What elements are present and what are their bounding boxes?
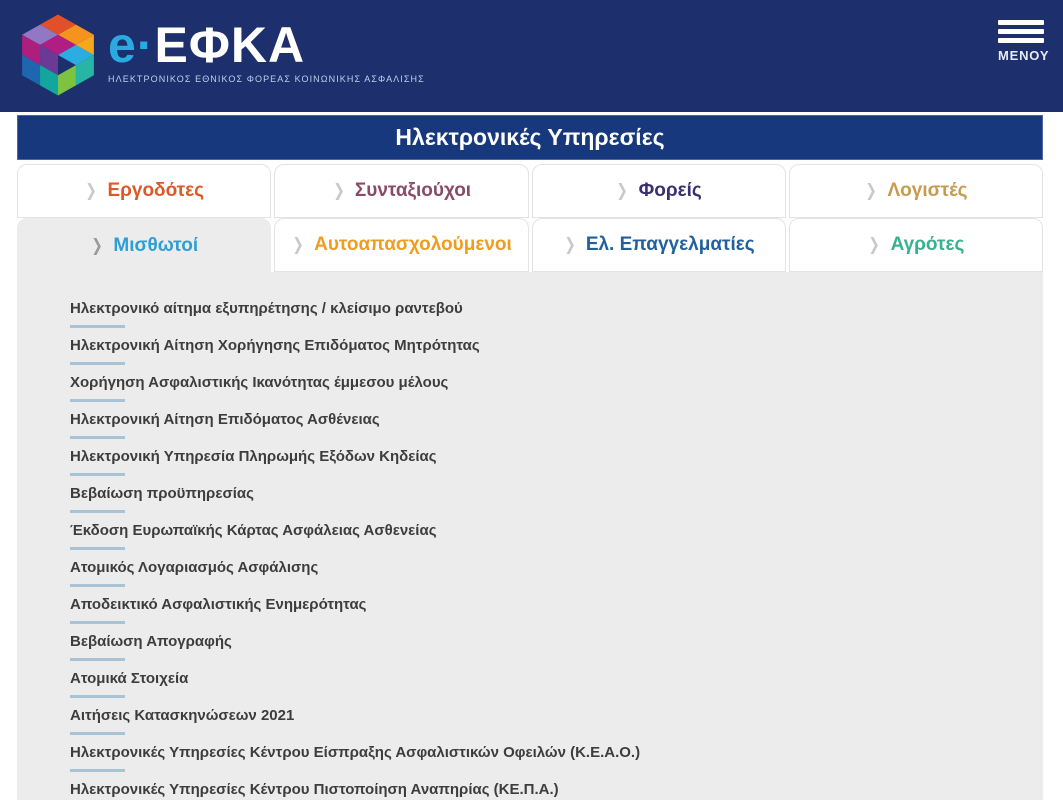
chevron-right-icon: ❯ <box>865 181 878 200</box>
service-link-label[interactable]: Ηλεκτρονική Αίτηση Επιδόματος Ασθένειας <box>70 411 380 428</box>
service-link <box>70 522 1043 550</box>
service-link-label[interactable]: Ατομικά Στοιχεία <box>70 670 189 687</box>
service-link-label[interactable]: Βεβαίωση Απογραφής <box>70 633 232 650</box>
service-link <box>70 411 1043 439</box>
tab-agrotes[interactable] <box>789 218 1043 272</box>
tab-label: Αυτοαπασχολούμενοι <box>314 234 512 255</box>
tab-label: Ελ. Επαγγελματίες <box>585 234 755 255</box>
service-underline <box>70 621 125 624</box>
service-link-label[interactable]: Αιτήσεις Κατασκηνώσεων 2021 <box>70 707 295 724</box>
chevron-right-icon: ❯ <box>333 181 345 200</box>
tab-misthotoi-active[interactable] <box>17 218 271 272</box>
service-link-label[interactable]: Χορήγηση Ασφαλιστικής Ικανότητας έμμεσου μέλους <box>70 374 449 391</box>
chevron-right-icon: ❯ <box>292 235 304 254</box>
service-link <box>70 707 1043 735</box>
service-underline <box>70 658 125 661</box>
tab-el-epaggelmaties[interactable] <box>532 218 786 272</box>
brand-name-main: ΕΦΚΑ <box>154 17 306 73</box>
chevron-right-icon: ❯ <box>868 235 881 254</box>
tab-label: Φορείς <box>638 180 702 201</box>
service-link-label[interactable]: Ατομικός Λογαριασμός Ασφάλισης <box>70 559 319 576</box>
tab-label: Εργοδότες <box>107 180 205 201</box>
service-underline <box>70 732 125 735</box>
service-link-label[interactable]: Ηλεκτρονική Αίτηση Χορήγησης Επιδόματος Μητρότητας <box>70 337 480 354</box>
service-link <box>70 374 1043 402</box>
service-underline <box>70 436 125 439</box>
service-link-label[interactable]: Έκδοση Ευρωπαϊκής Κάρτας Ασφάλειας Ασθενείας <box>70 522 437 539</box>
brand-name-e: e· <box>108 17 155 73</box>
service-underline <box>70 510 125 513</box>
service-underline <box>70 362 125 365</box>
service-underline <box>70 769 125 772</box>
tab-aytoapasxoloymenoi[interactable] <box>274 218 528 272</box>
service-link <box>70 485 1043 513</box>
hamburger-icon <box>998 20 1044 43</box>
service-underline <box>70 399 125 402</box>
tab-label: Λογιστές <box>887 180 968 201</box>
tab-label: Αγρότες <box>890 234 965 255</box>
service-underline <box>70 325 125 328</box>
tab-row-1 <box>17 164 1043 218</box>
tab-ergodotes[interactable] <box>17 164 271 218</box>
tab-label: Συνταξιούχοι <box>354 180 472 201</box>
tab-row-2 <box>17 218 1043 272</box>
menu-label: ΜΕΝΟΥ <box>998 48 1050 63</box>
service-underline <box>70 473 125 476</box>
title-bar <box>17 115 1043 160</box>
service-link <box>70 633 1043 661</box>
service-link-label[interactable]: Ηλεκτρονικό αίτημα εξυπηρέτησης / κλείσιμο ραντεβού <box>70 300 463 317</box>
service-link <box>70 744 1043 772</box>
brand-text <box>108 17 425 84</box>
efka-cube-icon <box>12 4 104 106</box>
chevron-right-icon: ❯ <box>616 181 629 200</box>
service-link <box>70 670 1043 698</box>
service-link <box>70 448 1043 476</box>
service-underline <box>70 695 125 698</box>
service-underline <box>70 584 125 587</box>
chevron-right-icon: ❯ <box>563 235 576 254</box>
category-tabs <box>17 164 1043 272</box>
tab-foreis[interactable] <box>532 164 786 218</box>
service-link <box>70 300 1043 328</box>
service-link-label[interactable]: Ηλεκτρονικές Υπηρεσίες Κέντρου Πιστοποίηση Αναπηρίας (ΚΕ.Π.Α.) <box>70 781 559 798</box>
service-link-label[interactable]: Ηλεκτρονικές Υπηρεσίες Κέντρου Είσπραξης Ασφαλιστικών Οφειλών (Κ.Ε.Α.Ο.) <box>70 744 641 761</box>
tab-logistes[interactable] <box>789 164 1043 218</box>
service-link-label[interactable]: Βεβαίωση προϋπηρεσίας <box>70 485 254 502</box>
page-title: Ηλεκτρονικές Υπηρεσίες <box>395 124 665 150</box>
header <box>0 0 1063 112</box>
brand-name <box>108 17 425 73</box>
efka-logo[interactable] <box>12 4 425 106</box>
brand-tagline: ΗΛΕΚΤΡΟΝΙΚΟΣ ΕΘΝΙΚΟΣ ΦΟΡΕΑΣ ΚΟΙΝΩΝΙΚΗΣ ΑΣΦΑΛΙΣΗΣ <box>108 74 425 84</box>
service-link <box>70 337 1043 365</box>
service-underline <box>70 547 125 550</box>
menu-button[interactable] <box>998 20 1050 63</box>
chevron-right-icon: ❯ <box>91 235 103 255</box>
tab-syntaksiouxoi[interactable] <box>274 164 528 218</box>
tab-label: Μισθωτοί <box>113 234 199 256</box>
service-link-label[interactable]: Αποδεικτικό Ασφαλιστικής Ενημερότητας <box>70 596 367 613</box>
service-link <box>70 596 1043 624</box>
service-link <box>70 781 1043 800</box>
services-panel <box>17 272 1043 800</box>
service-link <box>70 559 1043 587</box>
chevron-right-icon: ❯ <box>85 181 98 200</box>
service-link-label[interactable]: Ηλεκτρονική Υπηρεσία Πληρωμής Εξόδων Κηδείας <box>70 448 437 465</box>
